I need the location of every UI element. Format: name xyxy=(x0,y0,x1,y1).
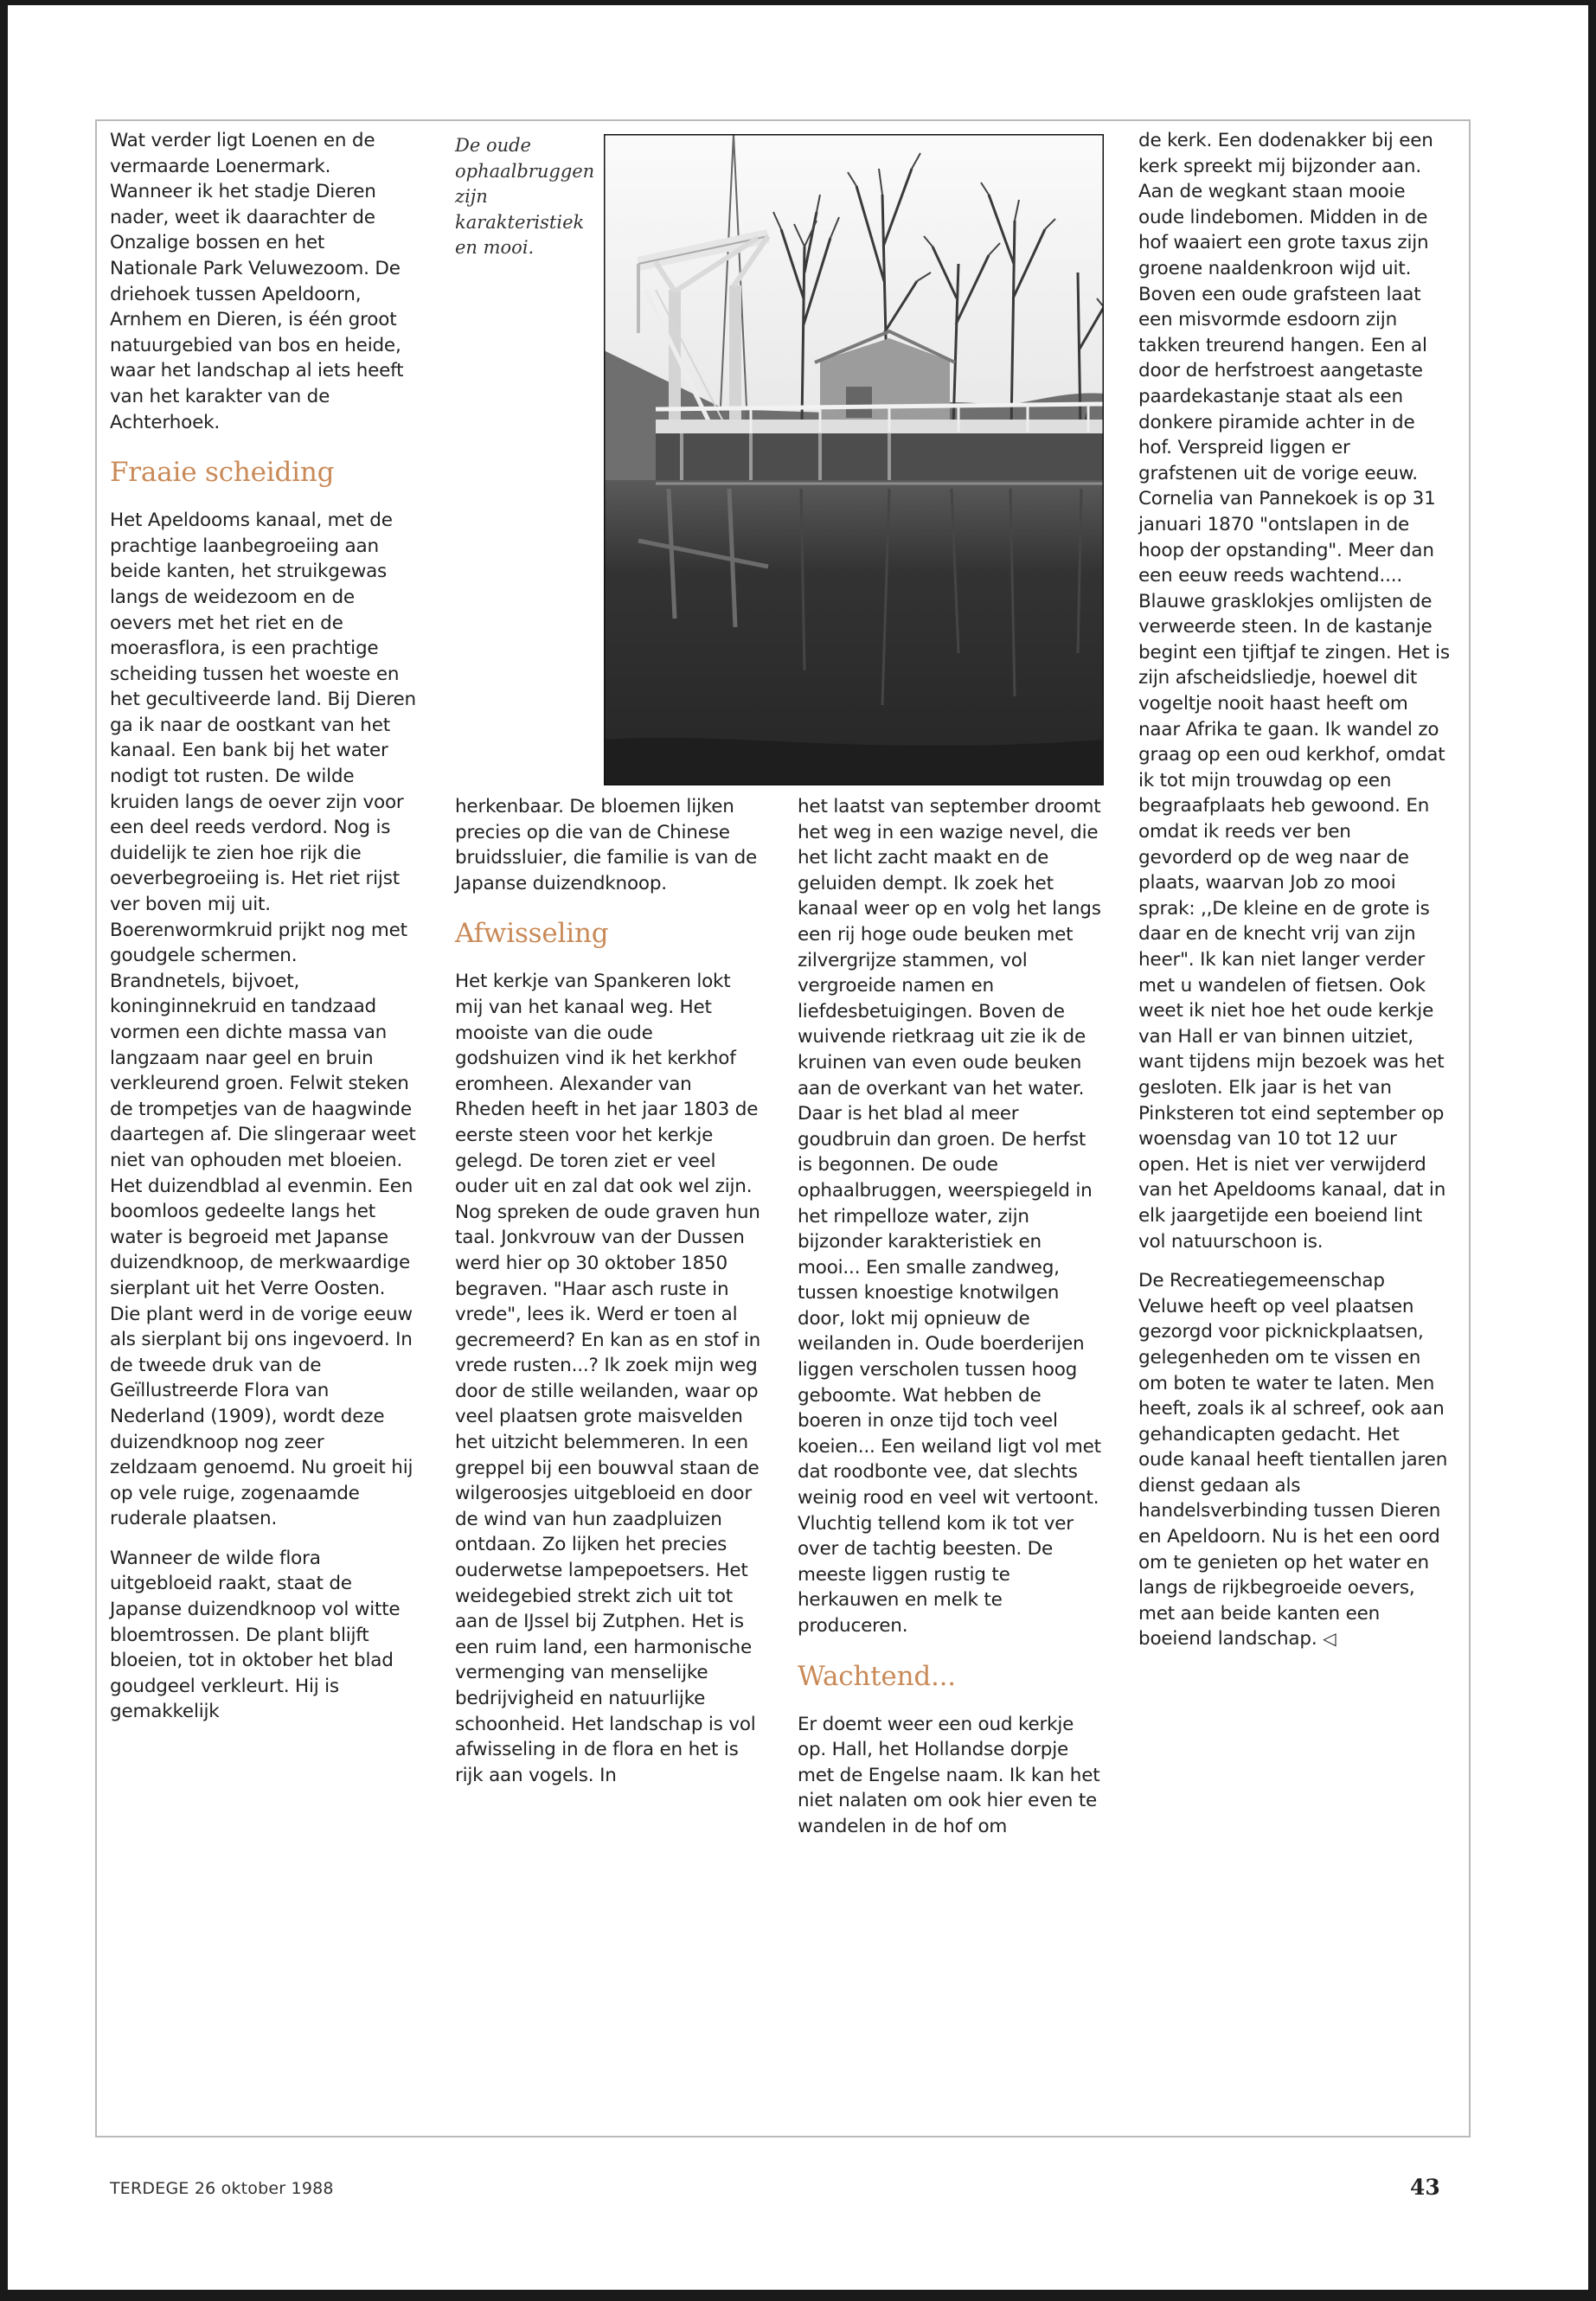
scan-edge-right xyxy=(1588,0,1596,2301)
scan-edge-top xyxy=(0,0,1596,5)
body-paragraph: herkenbaar. De bloemen lijken precies op die van de Chinese bruidssluier, die familie is van de Japanse duizendknoop. xyxy=(455,796,758,894)
section-heading-afwisseling: Afwisseling xyxy=(455,918,609,950)
body-paragraph-final xyxy=(1138,1268,1450,1652)
column-1 xyxy=(110,128,417,1725)
intro-paragraph: Wat verder ligt Loenen en de vermaarde Loenermark. Wanneer ik het stadje Dieren nader, weet ik daarachter de Onzalige bossen en het Nationale Park Veluwezoom. De driehoek tussen Apeldoorn, Arnhem en Dieren, is één groot natuurgebied van bos en heide, waar het landschap al iets heeft van het karakter van de Achterhoek. xyxy=(110,130,404,433)
body-paragraph: Wanneer de wilde flora uitgebloeid raakt, staat de Japanse duizendknoop vol witte bloemtrossen. De plant blijft bloeien, tot in oktober het blad goudgeel verkleurt. Hij is gemakkelijk xyxy=(110,1547,401,1723)
footer-source: TERDEGE 26 oktober 1988 xyxy=(110,2179,334,2198)
drawbridge-photo xyxy=(604,134,1104,785)
photo-caption: De oude ophaalbruggen zijn karakteristiek en mooi. xyxy=(455,135,595,258)
final-paragraph-text: De Recreatiegemeenschap Veluwe heeft op veel plaatsen gezorgd voor picknickplaatsen, gelegenheden om te vissen en om boten te water te laten. Men heeft, zoals ik al schreef, ook aan gehandicapten gedacht. Het oude kanaal heeft tientallen jaren dienst gedaan als handelsverbinding tussen Dieren en Apeldoorn. Nu is het een oord om te genieten op het water en langs de rijkbegroeide oevers, met aan beide kanten een boeiend landschap. xyxy=(1138,1270,1448,1650)
scan-edge-left xyxy=(0,0,8,2301)
end-of-article-icon: ◁ xyxy=(1323,1628,1336,1650)
body-paragraph: Het kerkje van Spankeren lokt mij van het kanaal weg. Het mooiste van die oude godshuizen vind ik het kerkhof eromheen. Alexander van Rheden heeft in het jaar 1803 de eerste steen voor het kerkje gelegd. De toren ziet er veel ouder uit en zal dat ook wel zijn. Nog spreken de oude graven hun taal. Jonkvrouw van der Dussen werd hier op 30 oktober 1850 begraven. "Haar asch ruste in vrede", lees ik. Werd er toen al gecremeerd? En kan as en stof in vrede rusten...? Ik zoek mijn weg door de stille weilanden, waar op veel plaatsen grote maisvelden het uitzicht belemmeren. In een greppel bij een bouwval staan de wilgeroosjes uitgebloeid en door de wind van hun zaadpluizen ontdaan. Zo lijken het precies ouderwetse lampepoetsers. Het weidegebied strekt zich uit tot aan de IJssel bij Zutphen. Het is een ruim land, een harmonische vermenging van menselijke bedrijvigheid en natuurlijke schoonheid. Het landschap is vol afwisseling in de flora en het is rijk aan vogels. In xyxy=(455,971,761,1786)
body-paragraph: Het Apeldooms kanaal, met de prachtige laanbegroeiing aan beide kanten, het struikgewas langs de weidezoom en de oevers met het riet en de moerasflora, is een prachtige scheiding tussen het woeste en het gecultiveerde land. Bij Dieren ga ik naar de oostkant van het kanaal. Een bank bij het water nodigt tot rusten. De wilde kruiden langs de oever zijn voor een deel reeds verdord. Nog is duidelijk te zien hoe rijk die oeverbegroeiing is. Het riet rijst ver boven mij uit. Boerenwormkruid prijkt nog met goudgele schermen. Brandnetels, bijvoet, koninginnekruid en tandzaad vormen een dichte massa van langzaam naar geel en bruin verkleurend groen. Felwit steken de trompetjes van de haagwinde daartegen af. Die slingeraar weet niet van ophouden met bloeien. Het duizendblad al evenmin. Een boomloos gedeelte langs het water is begroeid met Japanse duizendknoop, de merkwaardige sierplant uit het Verre Oosten. Die plant werd in de vorige eeuw als sierplant bij ons ingevoerd. In de tweede druk van de Geïllustreerde Flora van Nederland (1909), wordt deze duizendknoop nog zeer zeldzaam genoemd. Nu groeit hij op vele ruige, zogenaamde ruderale plaatsen. xyxy=(110,510,416,1530)
column-2 xyxy=(455,794,762,1788)
page-number: 43 xyxy=(1410,2175,1440,2200)
column-4 xyxy=(1138,128,1450,1652)
scan-edge-bottom xyxy=(0,2290,1596,2301)
body-paragraph: Er doemt weer een oud kerkje op. Hall, het Hollandse dorpje met de Engelse naam. Ik kan het niet nalaten om ook hier even te wandelen in de hof om xyxy=(798,1713,1100,1837)
body-paragraph: de kerk. Een dodenakker bij een kerk spreekt mij bijzonder aan. Aan de wegkant staan mooie oude lindebomen. Midden in de hof waaiert een grote taxus zijn groene naaldenkroon wijd uit. Boven een oude grafsteen laat een misvormde esdoorn zijn takken treurend hangen. Een al door de herfstroest aangetaste paardekastanje staat als een donkere piramide achter in de hof. Verspreid liggen er grafstenen uit de vorige eeuw. Cornelia van Pannekoek is op 31 januari 1870 "ontslapen in de hoop der opstanding". Meer dan een eeuw reeds wachtend.... Blauwe grasklokjes omlijsten de verweerde steen. In de kastanje begint een tjiftjaf te zingen. Het is zijn afscheidsliedje, hoewel dit vogeltje nooit haast heeft om naar Afrika te gaan. Ik wandel zo graag op een oud kerkhof, omdat ik tot mijn trouwdag op een begraafplaats heb gewoond. En omdat ik reeds ver ben gevorderd op de weg naar de plaats, waarvan Job zo mooi sprak: ,,De kleine en de grote is daar en de knecht vrij van zijn heer". Ik kan niet langer verder met u wandelen of fietsen. Ook weet ik niet hoe het oude kerkje van Hall er van binnen uitziet, want tijdens mijn bezoek was het gesloten. Elk jaar is het van Pinksteren tot eind september op woensdag van 10 tot 12 uur open. Het is niet ver verwijderd van het Apeldooms kanaal, dat in elk jaargetijde een boeiend lint vol natuurschoon is. xyxy=(1138,130,1450,1253)
body-paragraph: het laatst van september droomt het weg in een wazige nevel, die het licht zacht maakt en de geluiden dempt. Ik zoek het kanaal weer op en volg het langs een rij hoge oude beuken met zilvergrijze stammen, vol vergroeide namen en liefdesbetuigingen. Boven de wuivende rietkraag uit zie ik de kruinen van even oude beuken aan de overkant van het water. Daar is het blad al meer goudbruin dan groen. De herfst is begonnen. De oude ophaalbruggen, weerspiegeld in het rimpelloze water, zijn bijzonder karakteristiek en mooi... Een smalle zandweg, tussen knoestige knotwilgen door, lokt mij opnieuw de weilanden in. Oude boerderijen liggen verscholen tussen hoog geboomte. Wat hebben de boeren in onze tijd toch veel koeien... Een weiland ligt vol met dat roodbonte vee, dat slechts weinig rood en veel wit vertoont. Vluchtig tellend kom ik tot ver over de tachtig beesten. De meeste liggen rustig te herkauwen en melk te produceren. xyxy=(798,796,1101,1637)
column-3 xyxy=(798,794,1105,1840)
section-heading-fraaie-scheiding: Fraaie scheiding xyxy=(110,457,335,489)
section-heading-wachtend: Wachtend... xyxy=(798,1660,956,1692)
